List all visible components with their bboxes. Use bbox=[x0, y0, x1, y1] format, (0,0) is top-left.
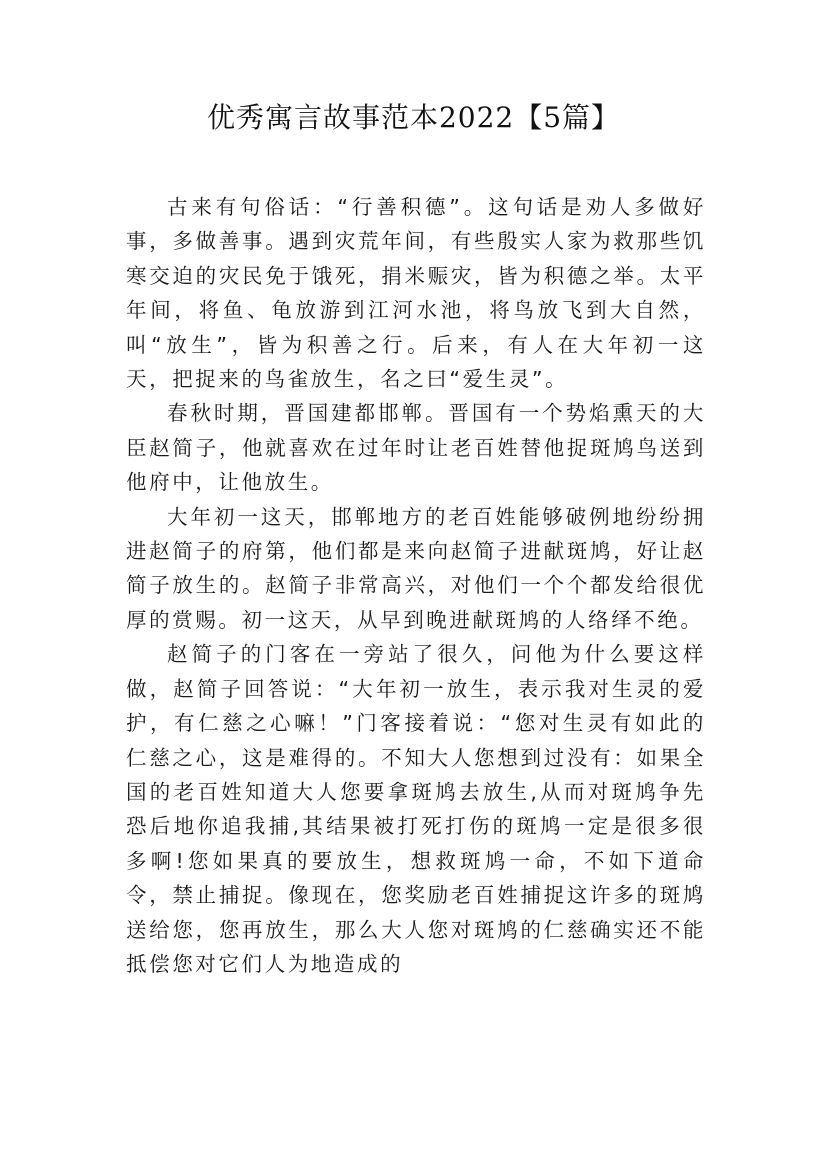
paragraph-1: 古来有句俗话：“行善积德”。这句话是劝人多做好事，多做善事。遇到灾荒年间，有些殷实人家为救那些饥寒交迫的灾民免于饿死，捐米赈灾，皆为积德之举。太平年间，将鱼、龟放游到江河水池，将鸟放飞到大自然，叫“放生”，皆为积善之行。后来，有人在大年初一这天，把捉来的鸟雀放生，名之曰“爱生灵”。 bbox=[126, 195, 706, 392]
paragraph-4: 赵简子的门客在一旁站了很久，问他为什么要这样做，赵简子回答说：“大年初一放生，表示我对生灵的爱护，有仁慈之心嘛！”门客接着说：“您对生灵有如此的仁慈之心，这是难得的。不知大人您想到过没有：如果全国的老百姓知道大人您要拿斑鸠去放生,从而对斑鸠争先恐后地你追我捕,其结果被打死打伤的斑鸠一定是很多很多啊!您如果真的要放生，想救斑鸠一命，不如下道命令，禁止捕捉。像现在，您奖励老百姓捕捉这许多的斑鸠送给您，您再放生，那么大人您对斑鸠的仁慈确实还不能抵偿您对它们人为地造成的 bbox=[126, 642, 706, 976]
document-body bbox=[126, 190, 706, 981]
document-title: 优秀寓言故事范本2022【5篇】 bbox=[206, 101, 621, 134]
paragraph-3: 大年初一这天，邯郸地方的老百姓能够破例地纷纷拥进赵简子的府第，他们都是来向赵简子进献斑鸠，好让赵简子放生的。赵简子非常高兴，对他们一个个都发给很优厚的赏赐。初一这天，从早到晚进献斑鸠的人络绎不绝。 bbox=[126, 504, 706, 632]
paragraph-2: 春秋时期，晋国建都邯郸。晋国有一个势焰熏天的大臣赵简子，他就喜欢在过年时让老百姓替他捉斑鸠鸟送到他府中，让他放生。 bbox=[126, 401, 706, 495]
